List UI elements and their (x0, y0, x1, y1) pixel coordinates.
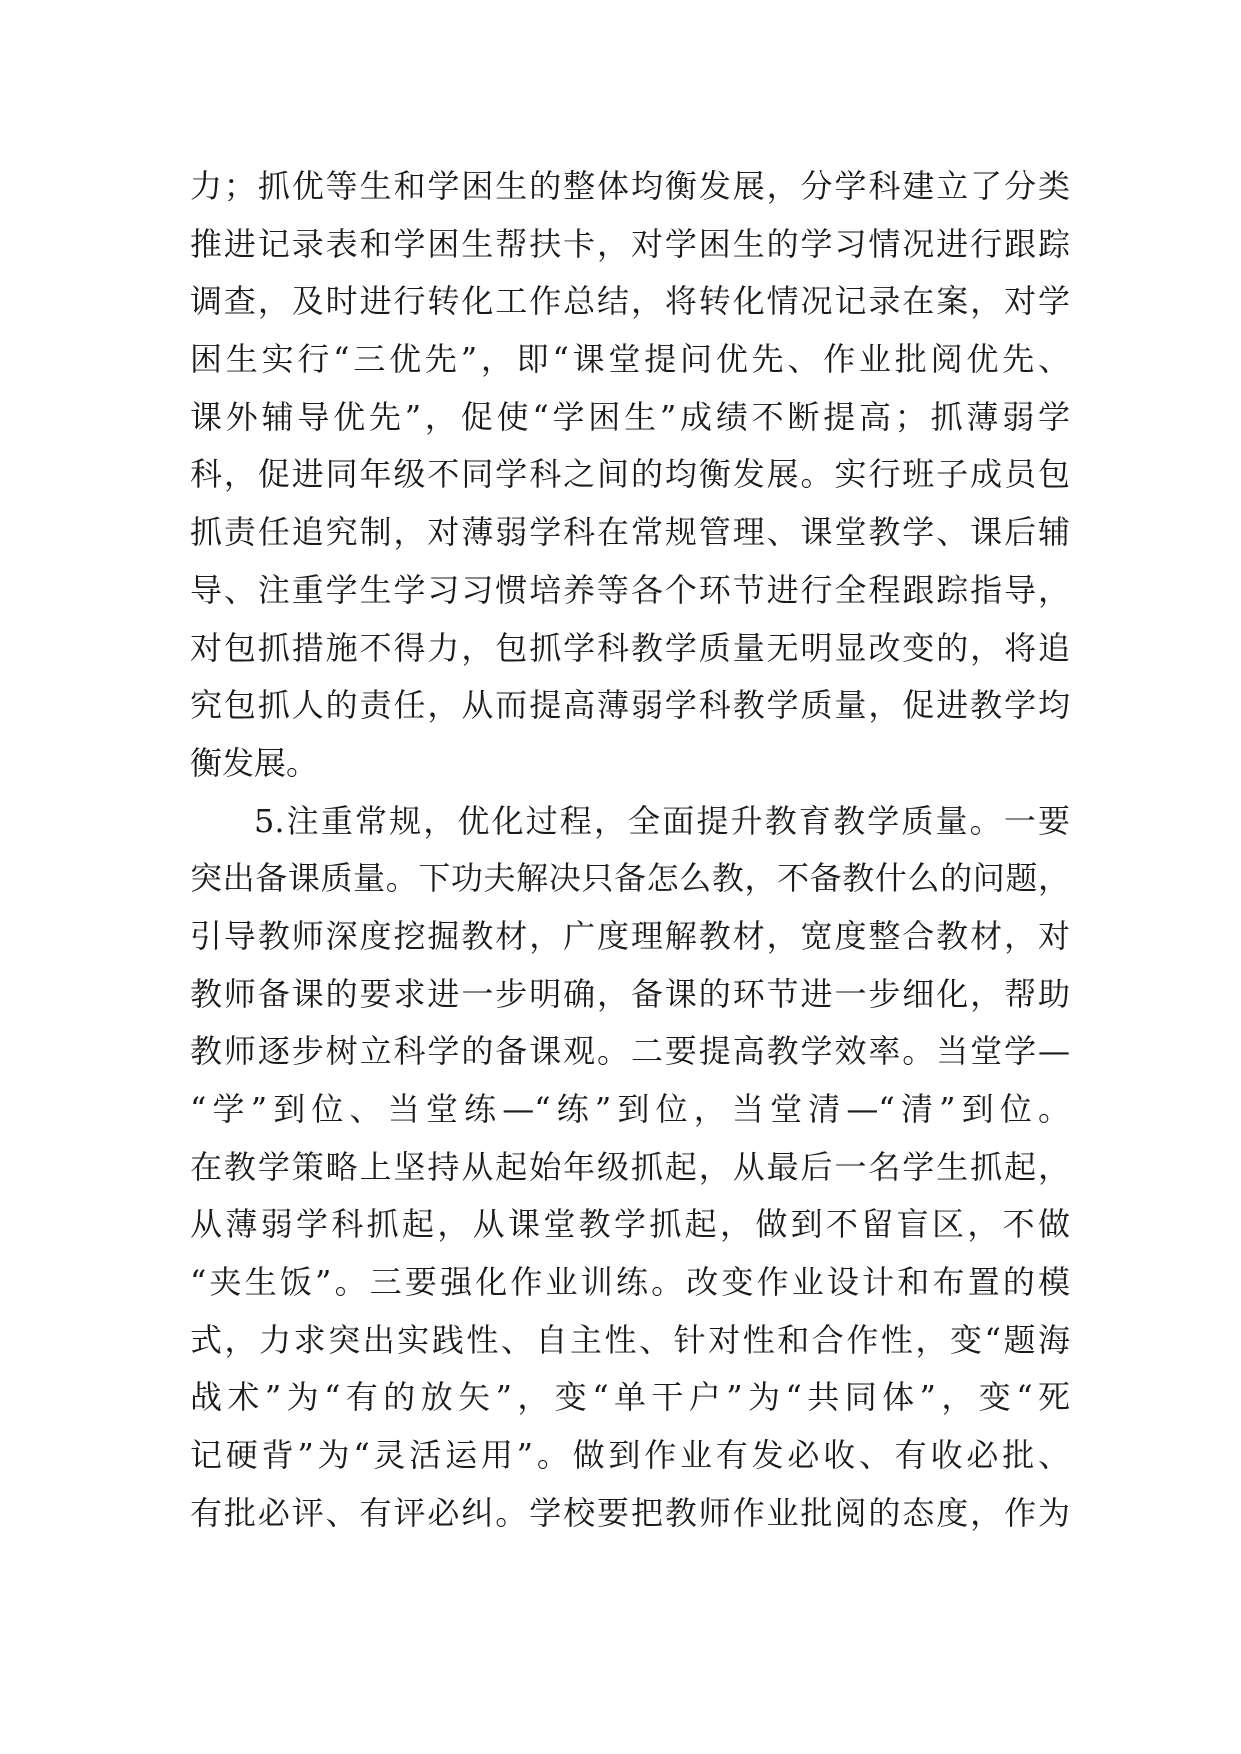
text-line: 对包抓措施不得力，包抓学科教学质量无明显改变的，将追 (190, 628, 1070, 667)
text-line: 在教学策略上坚持从起始年级抓起，从最后一名学生抓起， (190, 1147, 1070, 1186)
text-line: 究包抓人的责任，从而提高薄弱学科教学质量，促进教学均 (190, 686, 1070, 725)
text-line: 突出备课质量。下功夫解决只备怎么教，不备教什么的问题， (190, 859, 1070, 898)
text-line: 抓责任追究制，对薄弱学科在常规管理、课堂教学、课后辅 (190, 513, 1070, 552)
text-line: 困生实行“三优先”，即“课堂提问优先、作业批阅优先、 (190, 340, 1070, 379)
text-line: 教师逐步树立科学的备课观。二要提高教学效率。当堂学— (190, 1032, 1070, 1071)
text-line: 教师备课的要求进一步明确，备课的环节进一步细化，帮助 (190, 974, 1070, 1013)
text-line: 衡发展。 (190, 743, 319, 782)
text-line: 课外辅导优先”，促使“学困生”成绩不断提高；抓薄弱学 (190, 397, 1070, 436)
text-line: 推进记录表和学困生帮扶卡，对学困生的学习情况进行跟踪 (190, 224, 1070, 263)
text-line: 调查，及时进行转化工作总结，将转化情况记录在案，对学 (190, 282, 1070, 321)
text-line: 有批必评、有评必纠。学校要把教师作业批阅的态度，作为 (190, 1493, 1070, 1532)
text-line: 力；抓优等生和学困生的整体均衡发展，分学科建立了分类 (190, 167, 1070, 205)
text-line: 引导教师深度挖掘教材，广度理解教材，宽度整合教材，对 (190, 916, 1070, 955)
text-line: 科，促进同年级不同学科之间的均衡发展。实行班子成员包 (190, 455, 1070, 494)
text-line: 从薄弱学科抓起，从课堂教学抓起，做到不留盲区，不做 (190, 1205, 1070, 1244)
text-line: 战术”为“有的放矢”，变“单干户”为“共同体”，变“死 (190, 1378, 1070, 1417)
body-text (190, 158, 1070, 1543)
text-line: “学”到位、当堂练—“练”到位，当堂清—“清”到位。 (190, 1090, 1070, 1128)
text-line: 导、注重学生学习习惯培养等各个环节进行全程跟踪指导， (190, 570, 1070, 609)
paragraph-start-line: 5.注重常规，优化过程，全面提升教育教学质量。一要 (254, 801, 1070, 840)
text-line: 式，力求突出实践性、自主性、针对性和合作性，变“题海 (190, 1320, 1070, 1359)
text-line: “夹生饭”。三要强化作业训练。改变作业设计和布置的模 (190, 1263, 1070, 1302)
text-line: 记硬背”为“灵活运用”。做到作业有发必收、有收必批、 (190, 1436, 1070, 1475)
